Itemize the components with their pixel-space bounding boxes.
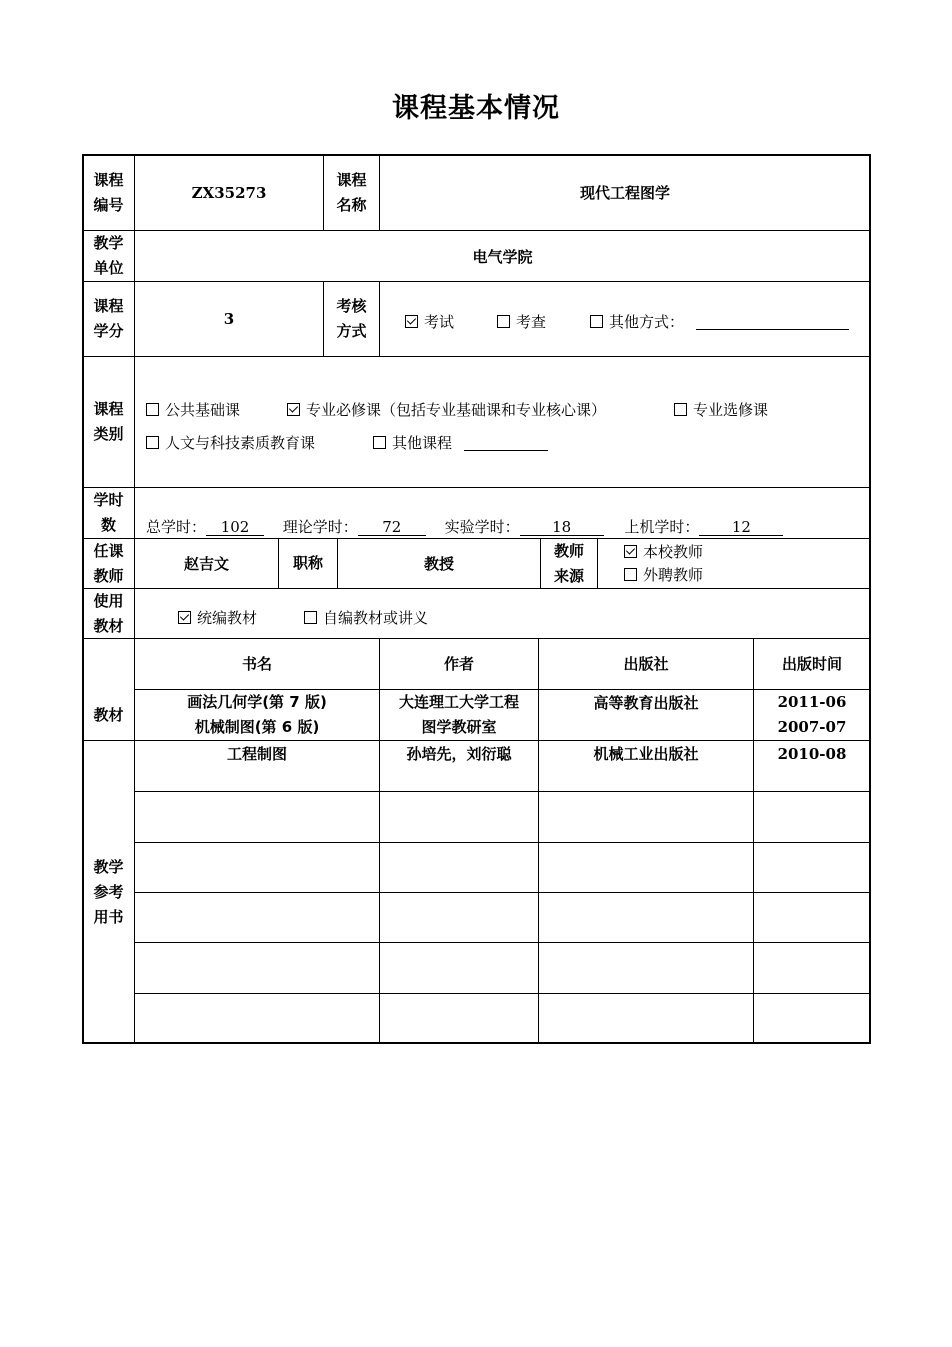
label-line: 教材 — [93, 616, 124, 635]
row-divider — [83, 487, 870, 488]
hours-line — [146, 516, 783, 537]
label-line: 数 — [100, 516, 116, 534]
title-line: 机械制图(第 6 版) — [194, 718, 320, 736]
textbook-title — [135, 690, 379, 740]
option-label: 考查 — [516, 313, 547, 331]
exam-option-check[interactable] — [497, 311, 546, 332]
textbook-author — [380, 690, 538, 740]
reference-title: 工程制图 — [226, 745, 287, 763]
checkbox-icon[interactable] — [624, 568, 637, 581]
label-line: 课程 — [93, 297, 124, 315]
header-author: 作者 — [443, 654, 474, 673]
option-label: 其他方式： — [609, 313, 685, 331]
label-line: 教学 — [93, 234, 124, 252]
option-label: 专业选修课 — [693, 401, 769, 419]
option-label: 专业必修课（包括专业基础课和专业核心课） — [306, 401, 607, 419]
checkbox-checked-icon[interactable] — [178, 611, 191, 624]
theory-hours-value: 72 — [358, 519, 426, 536]
author-line: 大连理工大学工程 — [398, 693, 519, 711]
checkbox-icon[interactable] — [674, 403, 687, 416]
row-divider — [83, 588, 870, 589]
author-line: 图学教研室 — [421, 718, 497, 736]
label-line: 任课 — [93, 541, 124, 560]
hours-label — [83, 488, 134, 538]
teacher-source-label — [541, 539, 597, 588]
row-divider — [83, 356, 870, 357]
category-option-other[interactable] — [373, 432, 452, 453]
reference-date: 2010-08 — [777, 744, 847, 763]
label-line: 参考 — [93, 882, 124, 901]
computer-hours-label: 上机学时： — [624, 518, 700, 536]
label-line: 类别 — [93, 425, 124, 443]
checkbox-icon[interactable] — [304, 611, 317, 624]
checkbox-checked-icon[interactable] — [405, 315, 418, 328]
total-hours-value: 102 — [206, 519, 264, 536]
row-divider — [135, 791, 870, 792]
label-line: 学分 — [93, 322, 124, 340]
row-divider — [135, 942, 870, 943]
option-label: 人文与科技素质教育课 — [165, 434, 316, 452]
category-option-public[interactable] — [146, 399, 240, 420]
exam-option-exam[interactable] — [405, 311, 454, 332]
row-divider — [135, 892, 870, 893]
row-divider — [135, 842, 870, 843]
label-line: 课程 — [336, 170, 367, 189]
unit-value: 电气学院 — [472, 247, 533, 266]
option-label: 本校教师 — [643, 543, 704, 561]
reference-author: 孙培先，刘衍聪 — [406, 745, 512, 763]
checkbox-icon[interactable] — [497, 315, 510, 328]
other-course-blank — [464, 450, 548, 451]
textbook-publisher: 高等教育出版社 — [593, 694, 699, 712]
course-code-label — [83, 155, 134, 230]
col-divider — [597, 538, 598, 588]
date-line: 2011-06 — [777, 693, 847, 711]
option-label: 外聘教师 — [643, 566, 704, 584]
source-option-internal[interactable] — [624, 541, 703, 562]
source-option-external[interactable] — [624, 564, 703, 585]
header-publisher: 出版社 — [623, 654, 669, 673]
exam-option-other[interactable] — [590, 311, 684, 332]
checkbox-icon[interactable] — [146, 403, 159, 416]
material-type-label — [83, 589, 134, 638]
label-line: 课程 — [93, 170, 124, 189]
theory-hours-label: 理论学时： — [282, 518, 358, 536]
checkbox-icon[interactable] — [590, 315, 603, 328]
unit-label — [83, 231, 134, 281]
label-line: 课程 — [93, 400, 124, 418]
material-option-self[interactable] — [304, 607, 428, 628]
header-book-title: 书名 — [241, 654, 272, 673]
category-option-humanities[interactable] — [146, 432, 315, 453]
teacher-label — [83, 539, 134, 588]
label-line: 单位 — [93, 259, 124, 277]
material-option-unified[interactable] — [178, 607, 257, 628]
category-option-major-elective[interactable] — [674, 399, 768, 420]
option-label: 考试 — [424, 313, 455, 331]
label-line: 教师 — [553, 541, 584, 560]
header-publish-date: 出版时间 — [781, 654, 842, 673]
option-label: 自编教材或讲义 — [323, 609, 429, 627]
label-line: 考核 — [336, 297, 367, 315]
date-line: 2007-07 — [777, 718, 847, 736]
computer-hours-value: 12 — [699, 519, 783, 536]
label-line: 来源 — [553, 566, 584, 585]
credit-value: 3 — [223, 310, 235, 328]
label-line: 使用 — [93, 591, 124, 610]
checkbox-icon[interactable] — [146, 436, 159, 449]
label-line: 名称 — [336, 195, 367, 214]
option-label: 公共基础课 — [165, 401, 241, 419]
category-label — [83, 357, 134, 487]
page-title: 课程基本情况 — [392, 93, 560, 124]
label-line: 学时 — [93, 491, 124, 509]
checkbox-icon[interactable] — [373, 436, 386, 449]
label-line: 教师 — [93, 566, 124, 585]
col-divider — [379, 281, 380, 356]
exam-method-label — [324, 282, 379, 356]
category-option-major-required[interactable] — [287, 399, 606, 420]
label-line: 用书 — [93, 907, 124, 926]
textbook-label: 教材 — [93, 705, 124, 724]
course-code-value: ZX35273 — [191, 183, 267, 202]
title-line: 画法几何学(第 7 版) — [187, 693, 327, 711]
total-hours-label: 总学时： — [146, 518, 207, 536]
option-label: 其他课程 — [392, 434, 453, 452]
textbook-date — [754, 690, 870, 740]
option-label: 统编教材 — [197, 609, 258, 627]
course-name-label — [324, 155, 379, 230]
rank-label: 职称 — [292, 554, 323, 572]
row-divider — [135, 993, 870, 994]
rank-value: 教授 — [423, 555, 454, 573]
lab-hours-label: 实验学时： — [444, 518, 520, 536]
reference-publisher: 机械工业出版社 — [593, 745, 699, 763]
label-line: 方式 — [336, 322, 367, 340]
checkbox-checked-icon[interactable] — [287, 403, 300, 416]
other-method-blank — [696, 329, 849, 330]
credit-label — [83, 282, 134, 356]
checkbox-checked-icon[interactable] — [624, 545, 637, 558]
label-line: 教学 — [93, 857, 124, 876]
label-line: 编号 — [93, 195, 124, 214]
references-label — [83, 741, 134, 1043]
teacher-name: 赵吉文 — [183, 555, 229, 573]
lab-hours-value: 18 — [520, 519, 604, 536]
course-name-value: 现代工程图学 — [579, 184, 670, 202]
